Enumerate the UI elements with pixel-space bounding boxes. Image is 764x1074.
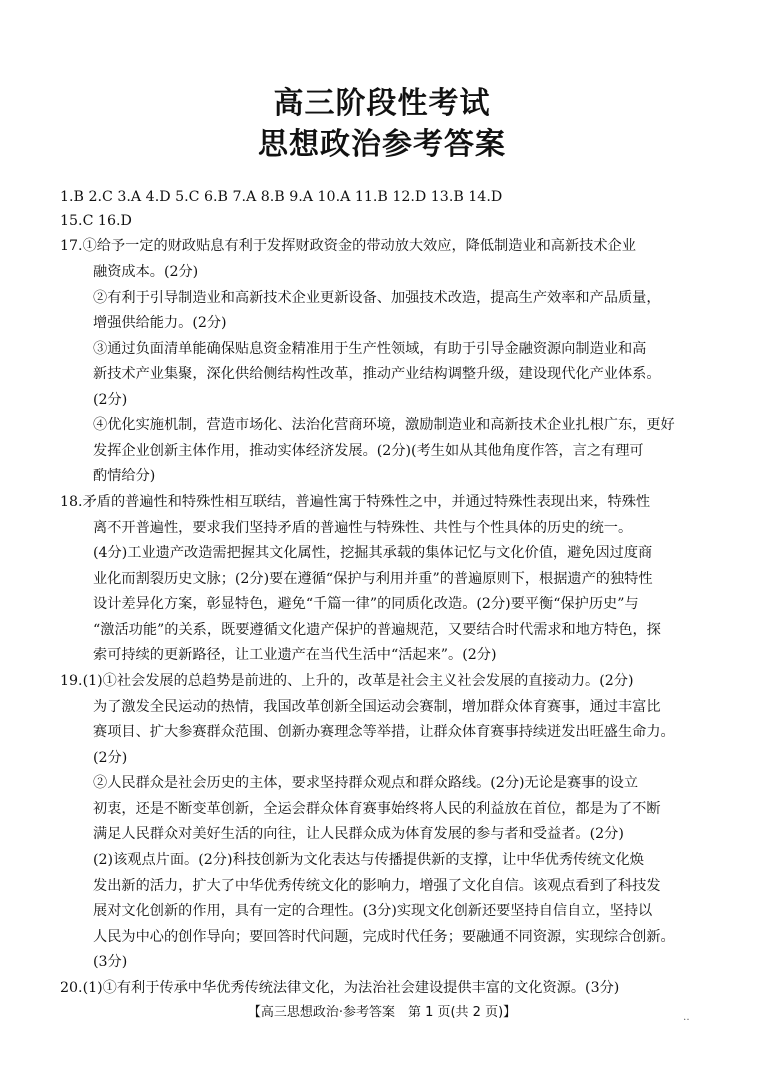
answer-line: ④优化实施机制，营造市场化、法治化营商环境，激励制造业和高新技术企业扎根广东，更好 <box>93 417 675 433</box>
answer-line: 19.(1)①社会发展的总趋势是前进的、上升的，改革是社会主义社会发展的直接动力。(2分) <box>60 673 634 689</box>
answer-line: 15.C 16.D <box>60 213 132 229</box>
title-line-2: 思想政治参考答案 <box>258 127 506 162</box>
answer-line: 满足人民群众对美好生活的向往，让人民群众成为体育发展的参与者和受益者。(2分) <box>93 826 624 842</box>
answer-line: 发挥企业创新主体作用，推动实体经济发展。(2分)(考生如从其他角度作答，言之有理可 <box>93 443 644 459</box>
answer-line: 为了激发全民运动的热情，我国改革创新全国运动会赛制，增加群众体育赛事，通过丰富比 <box>93 699 661 715</box>
answer-line: 发出新的活力，扩大了中华优秀传统文化的影响力，增强了文化自信。该观点看到了科技发 <box>93 878 661 894</box>
answer-line: 1.B 2.C 3.A 4.D 5.C 6.B 7.A 8.B 9.A 10.A 11.B 12.D 13.B 14.D <box>60 189 503 205</box>
answer-line: 20.(1)①有利于传承中华优秀传统法律文化，为法治社会建设提供丰富的文化资源。(3分) <box>60 980 620 996</box>
answer-line: (4分)工业遗产改造需把握其文化属性，挖掘其承载的集体记忆与文化价值，避免因过度商 <box>93 545 653 561</box>
answer-line: 新技术产业集聚，深化供给侧结构性改革，推动产业结构调整升级，建设现代化产业体系。 <box>93 366 661 382</box>
answer-line: 离不开普遍性，要求我们坚持矛盾的普遍性与特殊性、共性与个性具体的历史的统一。 <box>93 520 633 536</box>
answer-line: ②人民群众是社会历史的主体，要求坚持群众观点和群众路线。(2分)无论是赛事的设立 <box>93 775 639 791</box>
answer-line: (3分) <box>93 954 128 970</box>
answer-line: 初衷，还是不断变革创新，全运会群众体育赛事始终将人民的利益放在首位，都是为了不断 <box>93 801 661 817</box>
answer-line: ③通过负面清单能确保贴息资金精准用于生产性领域，有助于引导金融资源向制造业和高 <box>93 341 647 357</box>
answer-line: (2分) <box>93 750 128 766</box>
answer-line: 增强供给能力。(2分) <box>93 315 227 331</box>
answer-line: 酌情给分) <box>93 468 156 484</box>
answer-line: “激活功能”的关系，既要遵循文化遗产保护的普遍规范，又要结合时代需求和地方特色，探 <box>93 622 661 638</box>
answer-line: 融资成本。(2分) <box>93 264 199 280</box>
corner-mark: ‥ <box>683 1012 690 1023</box>
answer-line: 人民为中心的创作导向；要回答时代问题，完成时代任务；要融通不同资源，实现综合创新。 <box>93 929 675 945</box>
answer-line: 索可持续的更新路径，让工业遗产在当代生活中“活起来”。(2分) <box>93 647 497 663</box>
answer-line: 17.①给予一定的财政贴息有利于发挥财政资金的带动放大效应，降低制造业和高新技术企业 <box>60 238 636 254</box>
title-line-1: 高三阶段性考试 <box>273 86 491 121</box>
answer-line: 业化而割裂历史文脉；(2分)要在遵循“保护与利用并重”的普遍原则下，根据遗产的独特性 <box>93 571 653 587</box>
answer-line: 设计差异化方案，彰显特色，避免“千篇一律”的同质化改造。(2分)要平衡“保护历史”与 <box>93 596 639 612</box>
answer-line: ②有利于引导制造业和高新技术企业更新设备、加强技术改造，提高生产效率和产品质量， <box>93 290 661 306</box>
answer-line: (2)该观点片面。(2分)科技创新为文化表达与传播提供新的支撑，让中华优秀传统文化焕 <box>93 852 644 868</box>
answer-line: 赛项目、扩大参赛群众范围、创新办赛理念等举措，让群众体育赛事持续迸发出旺盛生命力。 <box>93 724 675 740</box>
answer-line: (2分) <box>93 392 128 408</box>
answer-line: 18.矛盾的普遍性和特殊性相互联结，普遍性寓于特殊性之中，并通过特殊性表现出来，特殊性 <box>60 494 651 510</box>
page-footer: 【高三思想政治·参考答案 第 1 页(共 2 页)】 <box>247 1005 517 1020</box>
answer-line: 展对文化创新的作用，具有一定的合理性。(3分)实现文化创新还要坚持自信自立，坚持以 <box>93 903 653 919</box>
